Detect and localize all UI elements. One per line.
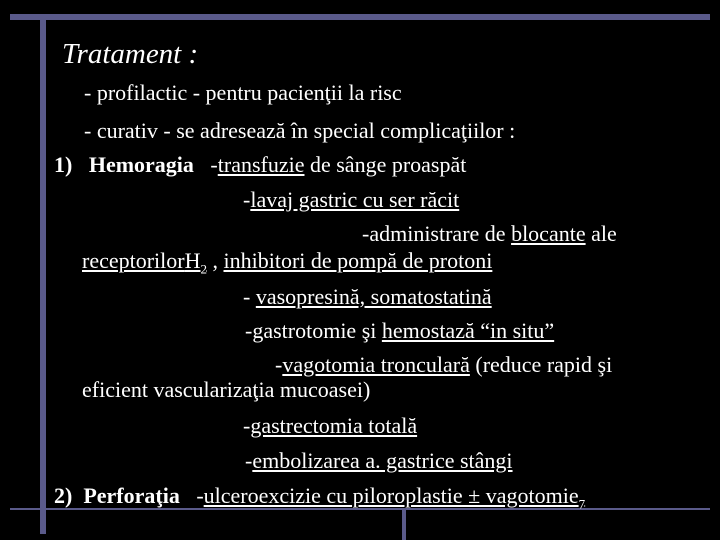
decorative-frame-top — [10, 14, 710, 20]
text: ale — [585, 221, 617, 246]
underlined-term: vagotomia tronculară — [282, 352, 470, 377]
item-heading: Perforaţia — [83, 483, 180, 508]
dash: - — [243, 187, 251, 212]
item-number: 2) — [54, 483, 73, 508]
underlined-term: lavaj gastric cu ser răcit — [250, 187, 460, 212]
line-gastrectomy — [243, 413, 417, 439]
item-number: 1) — [54, 152, 73, 177]
line-vasopressin — [243, 284, 492, 310]
decorative-frame-left — [40, 14, 46, 534]
underlined-term: ulceroexcizie cu piloroplastie ± vagotomie$_7$ — [203, 483, 586, 512]
dash: - — [245, 448, 253, 473]
item-perforation — [54, 483, 585, 517]
item-hemorrhage — [54, 152, 466, 178]
text: de sânge proaspăt — [304, 152, 467, 177]
dash: - — [196, 483, 204, 508]
dash: - — [243, 284, 256, 309]
underlined-term: gastrectomia totală — [250, 413, 418, 438]
page-number: 7 — [578, 496, 586, 512]
underlined-term: blocante — [511, 221, 586, 246]
dash: - — [275, 352, 283, 377]
line-vagotomy — [275, 352, 612, 378]
dash: - — [243, 413, 251, 438]
line-blockers — [362, 221, 617, 247]
text: , — [207, 248, 224, 273]
underlined-term: vasopresină, somatostatină — [255, 284, 492, 309]
underlined-term: hemostază “in situ” — [381, 318, 555, 343]
underlined-term: receptorilorH$_2$ — [82, 248, 207, 277]
line-curative: - curativ - se adresează în special complicaţiilor : — [84, 118, 516, 143]
underlined-term: embolizarea a. gastrice stângi — [252, 448, 513, 473]
underlined-term: transfuzie — [217, 152, 305, 177]
underlined-term: inhibitori de pompă de protoni — [223, 248, 493, 273]
line-embolization — [245, 448, 513, 474]
line-prophylactic: - profilactic - pentru pacienţii la risc — [84, 80, 402, 105]
text: (reduce rapid şi — [469, 352, 613, 377]
slide-title: Tratament : — [62, 38, 199, 70]
line-receptors — [82, 248, 492, 282]
line-lavage — [243, 187, 459, 213]
text: -gastrotomie şi — [245, 318, 382, 343]
line-gastrotomy — [245, 318, 554, 344]
dash: - — [210, 152, 218, 177]
text: -administrare de — [362, 221, 512, 246]
item-heading: Hemoragia — [88, 152, 194, 177]
line-vascularization: eficient vascularizaţia mucoasei) — [82, 377, 371, 402]
